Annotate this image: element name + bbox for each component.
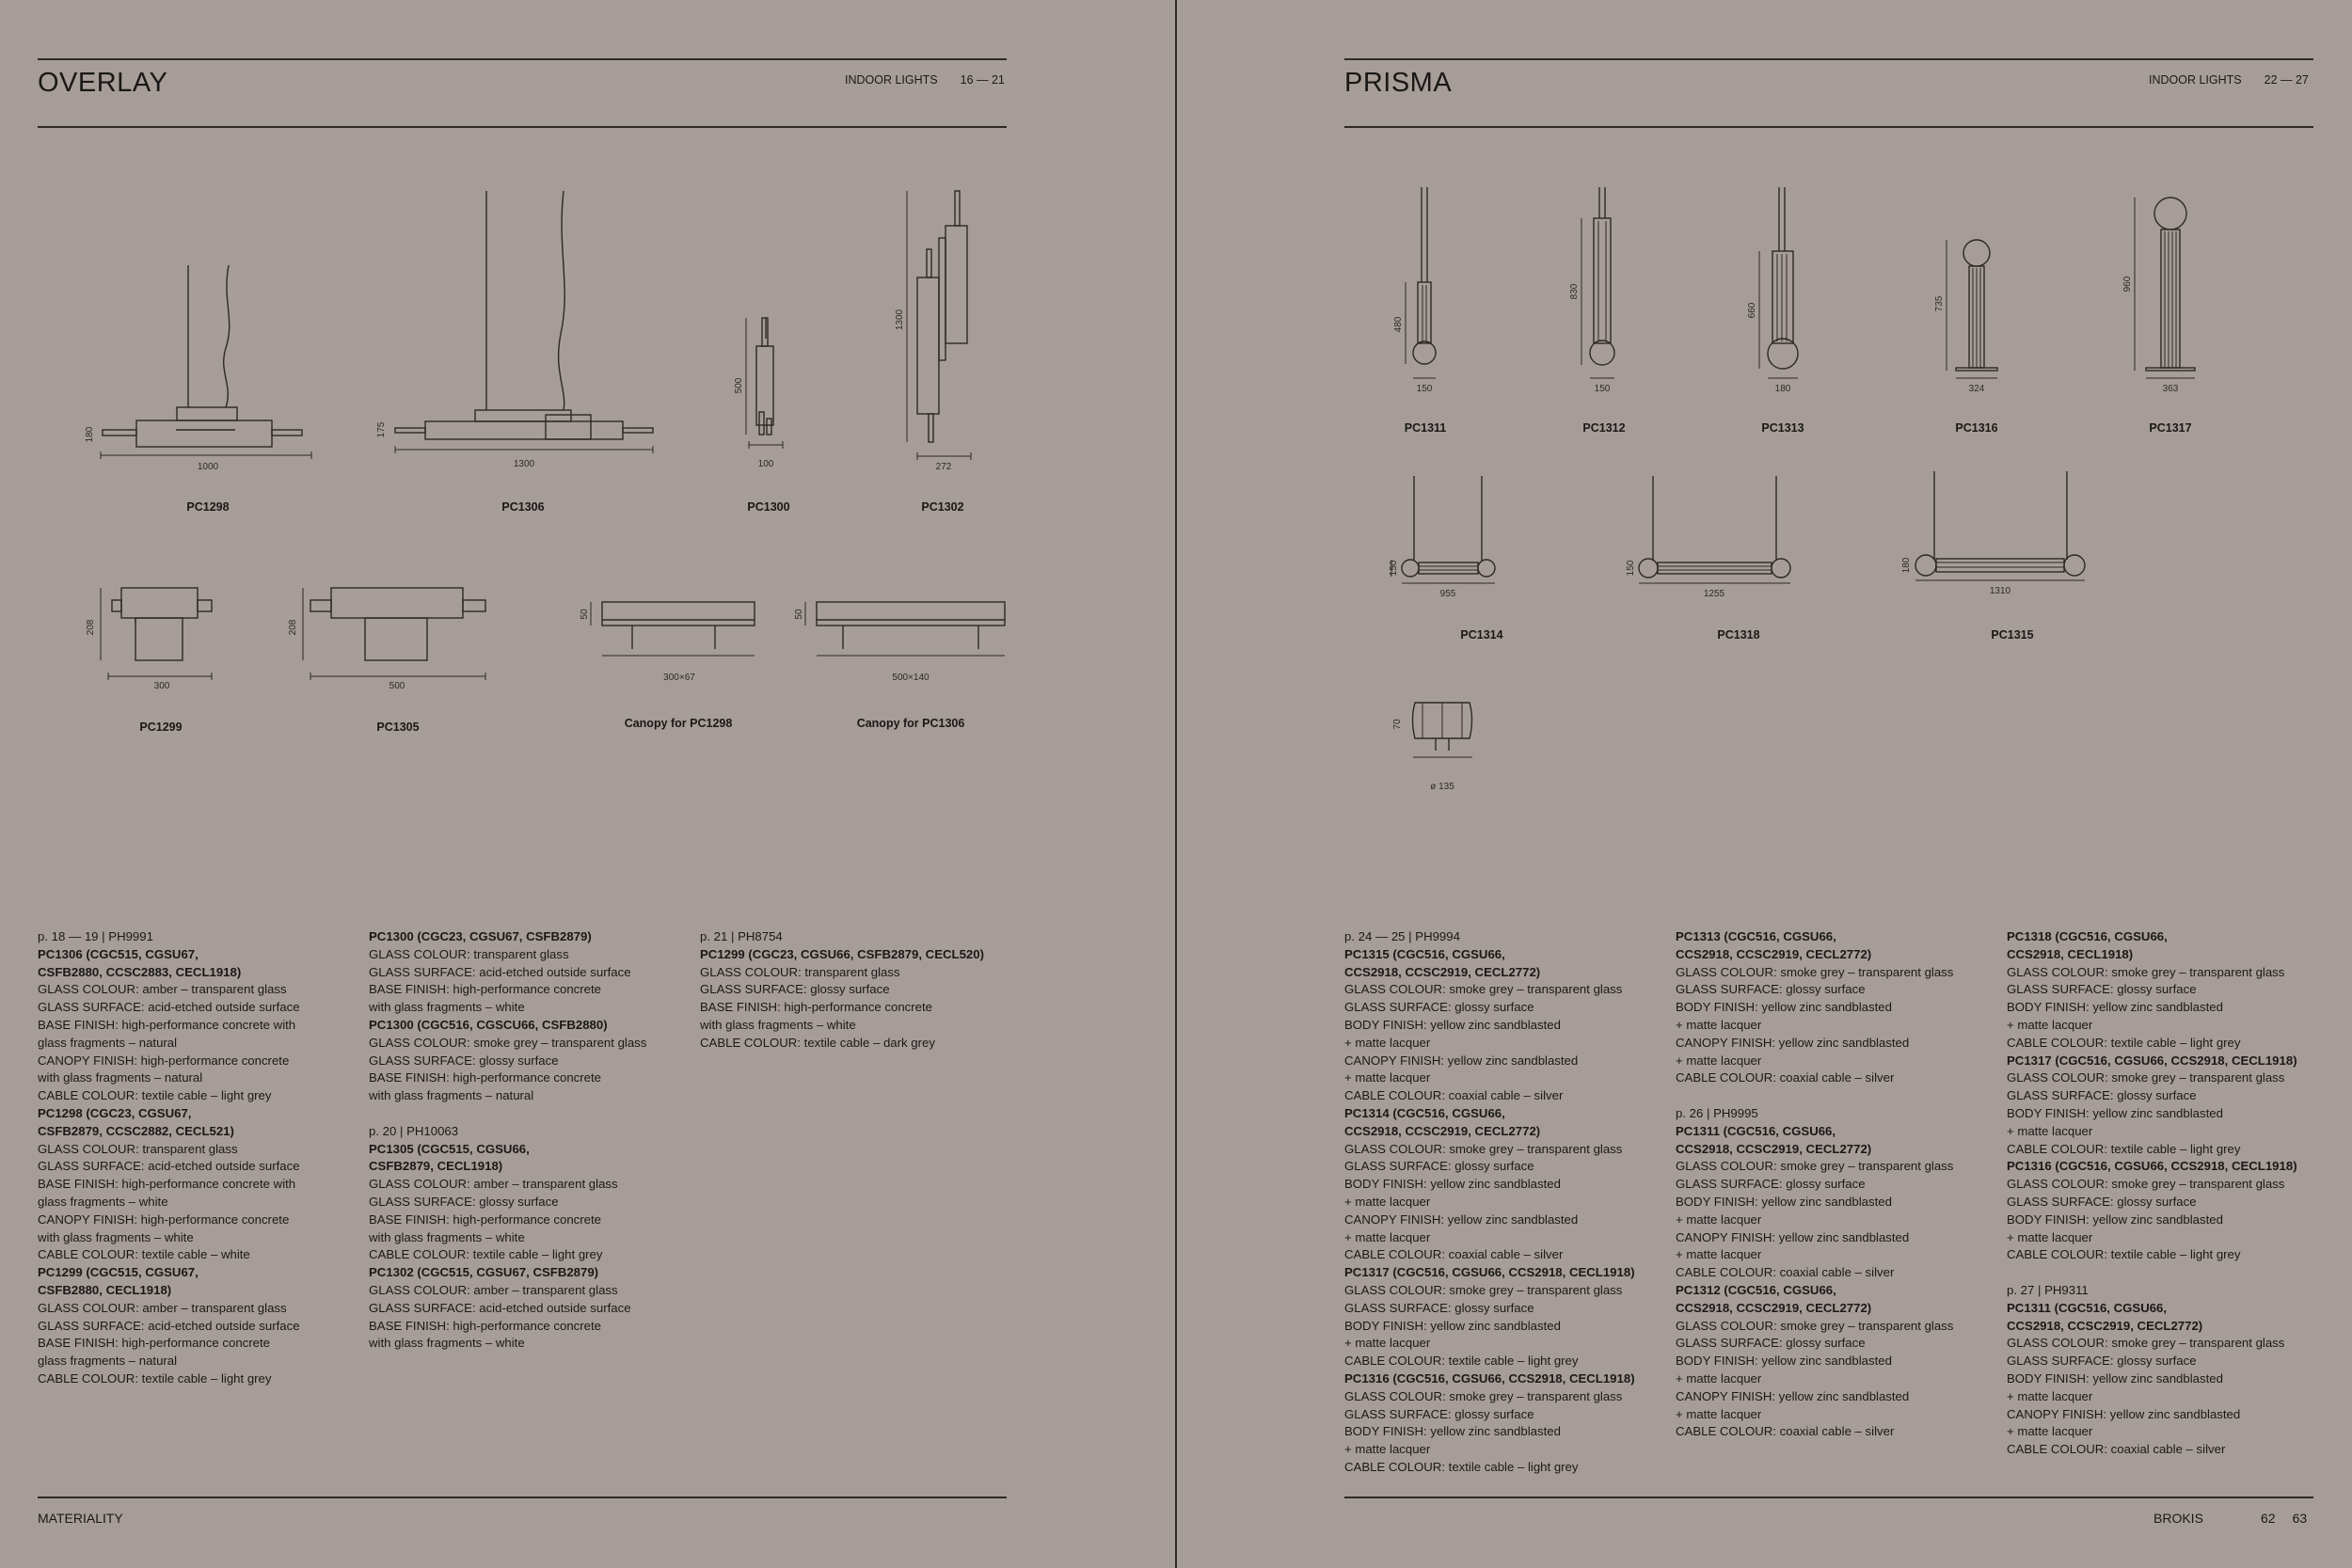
spec-line: BASE FINISH: high-performance concrete <box>700 1000 933 1015</box>
dim-width: 1310 <box>1989 586 2011 596</box>
spec-line: GLASS SURFACE: glossy surface <box>1344 1159 1534 1174</box>
left-page <box>0 0 1175 1568</box>
drawing-pc1311 <box>1389 183 1464 404</box>
product-code: CSFB2879, CECL1918) <box>369 1159 503 1174</box>
spec-line: GLASS SURFACE: glossy surface <box>1676 1177 1866 1192</box>
product-code: PC1305 (CGC515, CGSU66, <box>369 1141 530 1156</box>
product-code: PC1300 (CGC23, CGSU67, CSFB2879) <box>369 929 592 943</box>
dim-width: 272 <box>935 462 952 472</box>
drawing-canopy-pc1306 <box>781 593 1016 691</box>
dim-height: 208 <box>86 619 96 636</box>
spec-line: + matte lacquer <box>1676 1212 1762 1227</box>
header-meta <box>845 73 1005 87</box>
dim-height: 150 <box>1389 560 1399 577</box>
product-code: CSFB2879, CCSC2882, CECL521) <box>38 1123 234 1138</box>
drawing-pc1317 <box>2118 188 2221 404</box>
dim-height: 500 <box>734 377 744 394</box>
spec-line: CABLE COLOUR: textile cable – white <box>38 1247 250 1262</box>
spec-line: BODY FINISH: yellow zinc sandblasted <box>1344 1177 1561 1192</box>
product-code: CCS2918, CCSC2919, CECL2772) <box>1344 1123 1541 1138</box>
dim-height: 180 <box>85 426 95 443</box>
spec-line: GLASS COLOUR: smoke grey – transparent glass <box>1676 964 1954 979</box>
product-code: PC1317 (CGC516, CGSU66, CCS2918, CECL1918) <box>1344 1265 1635 1280</box>
figure-caption: PC1302 <box>921 500 964 514</box>
spec-line: + matte lacquer <box>1344 1442 1431 1457</box>
dim-height: 208 <box>288 619 298 636</box>
product-code: PC1300 (CGC516, CGSCU66, CSFB2880) <box>369 1017 608 1032</box>
figure-caption: PC1298 <box>186 500 230 514</box>
dim-width: 324 <box>1968 384 1985 394</box>
product-code: CSFB2880, CCSC2883, CECL1918) <box>38 964 242 979</box>
spec-line: GLASS COLOUR: amber – transparent glass <box>38 1300 287 1315</box>
spec-line: BASE FINISH: high-performance concrete <box>38 1336 271 1351</box>
spec-line: GLASS COLOUR: amber – transparent glass <box>369 1177 618 1192</box>
drawing-pc1306 <box>376 183 659 480</box>
product-code: PC1299 (CGC23, CGSU66, CSFB2879, CECL520) <box>700 946 984 961</box>
product-code: PC1314 (CGC516, CGSU66, <box>1344 1105 1505 1120</box>
spec-line: GLASS COLOUR: smoke grey – transparent glass <box>2007 1070 2285 1085</box>
spec-line: GLASS SURFACE: glossy surface <box>1344 1000 1534 1015</box>
dim-height: 1300 <box>895 309 905 331</box>
page-reference: p. 24 — 25 | PH9994 <box>1344 929 1460 943</box>
spec-line: with glass fragments – white <box>369 1229 525 1244</box>
product-code: PC1298 (CGC23, CGSU67, <box>38 1105 192 1120</box>
drawing-pc1298 <box>85 254 329 484</box>
dim-height: 960 <box>2122 276 2133 293</box>
spec-line: + matte lacquer <box>1344 1070 1431 1085</box>
product-code: PC1317 (CGC516, CGSU66, CCS2918, CECL1918) <box>2007 1053 2297 1068</box>
product-code: CSFB2880, CECL1918) <box>38 1282 172 1297</box>
figure-caption: Canopy for PC1306 <box>856 717 965 730</box>
spec-line: + matte lacquer <box>1676 1370 1762 1386</box>
spec-line: + matte lacquer <box>1676 1406 1762 1421</box>
spec-line: GLASS COLOUR: transparent glass <box>369 946 569 961</box>
page-reference: p. 21 | PH8754 <box>700 929 783 943</box>
spec-line: CABLE COLOUR: textile cable – light grey <box>2007 1247 2241 1262</box>
spec-column <box>2007 928 2317 1459</box>
dim-height: 830 <box>1569 283 1580 300</box>
spec-line: CABLE COLOUR: coaxial cable – silver <box>2007 1442 2226 1457</box>
spec-line: GLASS SURFACE: glossy surface <box>2007 982 2197 997</box>
spec-line: GLASS SURFACE: acid-etched outside surface <box>369 964 631 979</box>
page-numbers <box>2261 1511 2307 1526</box>
product-code: PC1313 (CGC516, CGSU66, <box>1676 929 1836 943</box>
spec-line: CANOPY FINISH: yellow zinc sandblasted <box>1676 1035 1910 1050</box>
spec-line: BASE FINISH: high-performance concrete with <box>38 1017 296 1032</box>
header-bottom-rule <box>1344 126 2313 128</box>
product-code: PC1311 (CGC516, CGSU66, <box>2007 1300 2168 1315</box>
footer-rule <box>38 1497 1007 1498</box>
spec-line: BODY FINISH: yellow zinc sandblasted <box>1344 1424 1561 1439</box>
header-meta <box>2149 73 2309 87</box>
spec-line: BODY FINISH: yellow zinc sandblasted <box>2007 1105 2223 1120</box>
drawing-pc1318 <box>1621 470 1809 616</box>
spec-line: GLASS COLOUR: smoke grey – transparent glass <box>2007 964 2285 979</box>
spec-line: with glass fragments – white <box>369 1336 525 1351</box>
figure-caption: PC1318 <box>1717 628 1760 641</box>
spec-line: BASE FINISH: high-performance concrete with <box>38 1177 296 1192</box>
page-range: 22 — 27 <box>2264 73 2309 87</box>
spec-column <box>1344 928 1674 1477</box>
figure-caption: Canopy for PC1298 <box>624 717 733 730</box>
spec-line: GLASS SURFACE: glossy surface <box>2007 1194 2197 1209</box>
spec-line: CANOPY FINISH: high-performance concrete <box>38 1053 290 1068</box>
spec-line: BASE FINISH: high-performance concrete <box>369 982 602 997</box>
spec-line: CABLE COLOUR: textile cable – light grey <box>1344 1459 1579 1474</box>
dim-width: 955 <box>1439 589 1456 599</box>
section-title: PRISMA <box>1344 68 1453 98</box>
spec-line: GLASS COLOUR: smoke grey – transparent glass <box>1344 982 1623 997</box>
drawing-pc1305 <box>282 578 499 696</box>
spec-line: CABLE COLOUR: textile cable – light grey <box>38 1088 272 1103</box>
figure-caption: PC1313 <box>1761 421 1804 435</box>
drawing-canopy <box>1384 691 1506 804</box>
spec-line: CANOPY FINISH: yellow zinc sandblasted <box>1344 1212 1579 1227</box>
drawing-pc1302 <box>889 183 983 480</box>
dim-width: 300 <box>153 681 170 691</box>
product-code: CCS2918, CCSC2919, CECL2772) <box>1676 1300 1872 1315</box>
spec-line: + matte lacquer <box>2007 1017 2093 1032</box>
spec-line: CANOPY FINISH: yellow zinc sandblasted <box>2007 1406 2241 1421</box>
product-code: PC1316 (CGC516, CGSU66, CCS2918, CECL1918) <box>1344 1370 1635 1386</box>
spec-line: GLASS COLOUR: transparent glass <box>700 964 900 979</box>
dim-width: 150 <box>1594 384 1611 394</box>
right-page <box>1177 0 2352 1568</box>
dim-width: 150 <box>1416 384 1433 394</box>
spec-line: GLASS COLOUR: smoke grey – transparent glass <box>2007 1177 2285 1192</box>
spec-line: GLASS COLOUR: amber – transparent glass <box>38 982 287 997</box>
category-label: INDOOR LIGHTS <box>2149 73 2242 87</box>
page-range: 16 — 21 <box>960 73 1005 87</box>
spec-line: GLASS SURFACE: glossy surface <box>1676 1336 1866 1351</box>
spec-line: BODY FINISH: yellow zinc sandblasted <box>2007 1212 2223 1227</box>
spec-column <box>700 928 1076 1053</box>
spec-column <box>369 928 689 1353</box>
spec-line: GLASS SURFACE: glossy surface <box>2007 1088 2197 1103</box>
figure-caption: PC1316 <box>1955 421 1998 435</box>
product-code: CCS2918, CCSC2919, CECL2772) <box>1676 1141 1872 1156</box>
spec-line: BODY FINISH: yellow zinc sandblasted <box>2007 1370 2223 1386</box>
spec-line: with glass fragments – natural <box>369 1088 534 1103</box>
figure-caption: PC1314 <box>1460 628 1503 641</box>
dim-height: 175 <box>376 421 387 438</box>
dim-width: 1255 <box>1703 589 1725 599</box>
product-code: PC1312 (CGC516, CGSU66, <box>1676 1282 1836 1297</box>
spec-line: BODY FINISH: yellow zinc sandblasted <box>1676 1194 1892 1209</box>
page-number-left: 62 <box>2261 1511 2276 1526</box>
product-code: PC1302 (CGC515, CGSU67, CSFB2879) <box>369 1265 599 1280</box>
spec-line: BODY FINISH: yellow zinc sandblasted <box>1344 1318 1561 1333</box>
spec-line: + matte lacquer <box>1344 1194 1431 1209</box>
dim-width: 300×67 <box>663 673 695 683</box>
dim-width: 363 <box>2162 384 2179 394</box>
dim-height: 50 <box>794 609 804 620</box>
header-top-rule <box>38 58 1007 60</box>
spec-line: GLASS COLOUR: smoke grey – transparent glass <box>2007 1336 2285 1351</box>
spec-line: GLASS SURFACE: glossy surface <box>1344 1300 1534 1315</box>
dim-height: 480 <box>1393 316 1404 333</box>
drawing-pc1314 <box>1384 470 1525 616</box>
product-code: CCS2918, CECL1918) <box>2007 946 2134 961</box>
spec-line: GLASS SURFACE: acid-etched outside surface <box>38 1159 300 1174</box>
product-code: CCS2918, CCSC2919, CECL2772) <box>2007 1318 2203 1333</box>
product-code: PC1316 (CGC516, CGSU66, CCS2918, CECL1918) <box>2007 1159 2297 1174</box>
product-code: CCS2918, CCSC2919, CECL2772) <box>1344 964 1541 979</box>
figure-caption: PC1300 <box>747 500 790 514</box>
spec-line: CABLE COLOUR: textile cable – light grey <box>2007 1141 2241 1156</box>
spec-line: GLASS SURFACE: glossy surface <box>700 982 890 997</box>
header-top-rule <box>1344 58 2313 60</box>
figure-caption: PC1306 <box>501 500 545 514</box>
spec-line: BODY FINISH: yellow zinc sandblasted <box>1676 1000 1892 1015</box>
dim-height: 735 <box>1934 295 1945 312</box>
drawing-pc1312 <box>1566 183 1642 404</box>
spec-line: + matte lacquer <box>2007 1229 2093 1244</box>
page-number-right: 63 <box>2292 1511 2308 1526</box>
spec-line: with glass fragments – white <box>369 1000 525 1015</box>
figure-caption: PC1299 <box>139 721 183 734</box>
header-bottom-rule <box>38 126 1007 128</box>
product-code: PC1315 (CGC516, CGSU66, <box>1344 946 1505 961</box>
footer-label: BROKIS <box>2153 1511 2203 1526</box>
drawing-canopy-pc1298 <box>576 593 764 691</box>
dim-height: 150 <box>1626 560 1636 577</box>
spec-line: BODY FINISH: yellow zinc sandblasted <box>1676 1354 1892 1369</box>
spec-line: glass fragments – natural <box>38 1035 178 1050</box>
spec-line: GLASS COLOUR: smoke grey – transparent glass <box>1344 1141 1623 1156</box>
drawing-pc1299 <box>80 578 230 696</box>
spec-line: CANOPY FINISH: yellow zinc sandblasted <box>1344 1053 1579 1068</box>
figure-caption: PC1305 <box>376 721 420 734</box>
spec-line: GLASS SURFACE: glossy surface <box>369 1053 559 1068</box>
spec-line: + matte lacquer <box>2007 1388 2093 1403</box>
spec-line: GLASS COLOUR: smoke grey – transparent glass <box>1676 1159 1954 1174</box>
dim-width: 1000 <box>197 462 219 472</box>
page-reference: p. 27 | PH9311 <box>2007 1282 2089 1297</box>
drawing-pc1300 <box>730 310 805 484</box>
spec-line: GLASS COLOUR: smoke grey – transparent glass <box>369 1035 647 1050</box>
spec-line: CABLE COLOUR: textile cable – light grey <box>1344 1354 1579 1369</box>
spec-line: CABLE COLOUR: textile cable – light grey <box>2007 1035 2241 1050</box>
spec-line: with glass fragments – white <box>700 1017 856 1032</box>
spec-line: with glass fragments – white <box>38 1229 194 1244</box>
spec-line: + matte lacquer <box>2007 1123 2093 1138</box>
footer-rule <box>1344 1497 2313 1498</box>
spec-column <box>1676 928 1995 1441</box>
spec-line: BASE FINISH: high-performance concrete <box>369 1318 602 1333</box>
section-title: OVERLAY <box>38 68 168 98</box>
figure-caption: PC1311 <box>1404 421 1447 435</box>
dim-width: 100 <box>757 459 774 469</box>
dim-height: 70 <box>1392 719 1403 730</box>
spec-line: CABLE COLOUR: coaxial cable – silver <box>1344 1247 1564 1262</box>
figure-caption: PC1315 <box>1991 628 2034 641</box>
spec-line: BODY FINISH: yellow zinc sandblasted <box>1344 1017 1561 1032</box>
category-label: INDOOR LIGHTS <box>845 73 938 87</box>
page-reference: p. 20 | PH10063 <box>369 1123 459 1138</box>
spec-line: with glass fragments – natural <box>38 1070 203 1085</box>
spec-line: GLASS COLOUR: amber – transparent glass <box>369 1282 618 1297</box>
spec-line: BODY FINISH: yellow zinc sandblasted <box>2007 1000 2223 1015</box>
dim-width: ø 135 <box>1430 782 1454 792</box>
spec-line: GLASS COLOUR: smoke grey – transparent glass <box>1344 1388 1623 1403</box>
dim-width: 1300 <box>513 459 535 469</box>
spec-line: GLASS SURFACE: glossy surface <box>2007 1354 2197 1369</box>
product-code: PC1299 (CGC515, CGSU67, <box>38 1265 199 1280</box>
spec-line: CABLE COLOUR: textile cable – light grey <box>38 1370 272 1386</box>
spec-line: CABLE COLOUR: coaxial cable – silver <box>1676 1424 1895 1439</box>
dim-width: 500×140 <box>892 673 930 683</box>
spec-line: BASE FINISH: high-performance concrete <box>369 1070 602 1085</box>
spec-line: CABLE COLOUR: textile cable – light grey <box>369 1247 603 1262</box>
spec-line: CANOPY FINISH: high-performance concrete <box>38 1212 290 1227</box>
drawing-pc1316 <box>1930 230 2024 404</box>
spec-column <box>38 928 358 1388</box>
spec-line: GLASS COLOUR: smoke grey – transparent glass <box>1344 1282 1623 1297</box>
dim-width: 500 <box>389 681 405 691</box>
spec-line: GLASS SURFACE: acid-etched outside surface <box>38 1318 300 1333</box>
spec-line: + matte lacquer <box>1344 1035 1431 1050</box>
spec-line: GLASS SURFACE: glossy surface <box>369 1194 559 1209</box>
product-code: CCS2918, CCSC2919, CECL2772) <box>1676 946 1872 961</box>
spec-line: CABLE COLOUR: coaxial cable – silver <box>1344 1088 1564 1103</box>
dim-height: 180 <box>1901 557 1912 574</box>
spec-line: BASE FINISH: high-performance concrete <box>369 1212 602 1227</box>
dim-height: 50 <box>580 609 590 620</box>
spec-line: GLASS SURFACE: acid-etched outside surface <box>369 1300 631 1315</box>
spec-line: CANOPY FINISH: yellow zinc sandblasted <box>1676 1388 1910 1403</box>
spec-line: GLASS SURFACE: glossy surface <box>1676 982 1866 997</box>
spec-line: + matte lacquer <box>1344 1229 1431 1244</box>
spec-line: + matte lacquer <box>1676 1247 1762 1262</box>
page-reference: p. 26 | PH9995 <box>1676 1105 1758 1120</box>
spec-line: GLASS SURFACE: acid-etched outside surface <box>38 1000 300 1015</box>
figure-caption: PC1312 <box>1582 421 1626 435</box>
drawing-pc1315 <box>1897 466 2094 611</box>
spec-line: + matte lacquer <box>1676 1053 1762 1068</box>
spec-line: GLASS COLOUR: smoke grey – transparent glass <box>1676 1318 1954 1333</box>
spec-line: + matte lacquer <box>1676 1017 1762 1032</box>
spec-line: glass fragments – white <box>38 1194 168 1209</box>
spec-line: + matte lacquer <box>2007 1424 2093 1439</box>
spec-line: GLASS COLOUR: transparent glass <box>38 1141 238 1156</box>
spec-line: GLASS SURFACE: glossy surface <box>1344 1406 1534 1421</box>
product-code: PC1311 (CGC516, CGSU66, <box>1676 1123 1836 1138</box>
footer-label: MATERIALITY <box>38 1511 123 1526</box>
spec-line: glass fragments – natural <box>38 1354 178 1369</box>
spec-line: CABLE COLOUR: coaxial cable – silver <box>1676 1265 1895 1280</box>
spec-line: CABLE COLOUR: textile cable – dark grey <box>700 1035 935 1050</box>
dim-height: 660 <box>1747 302 1757 319</box>
spec-line: CABLE COLOUR: coaxial cable – silver <box>1676 1070 1895 1085</box>
product-code: PC1318 (CGC516, CGSU66, <box>2007 929 2168 943</box>
figure-caption: PC1317 <box>2149 421 2192 435</box>
spec-line: CANOPY FINISH: yellow zinc sandblasted <box>1676 1229 1910 1244</box>
product-code: PC1306 (CGC515, CGSU67, <box>38 946 199 961</box>
drawing-pc1313 <box>1746 183 1821 404</box>
dim-width: 180 <box>1774 384 1791 394</box>
spec-line: + matte lacquer <box>1344 1336 1431 1351</box>
page-reference: p. 18 — 19 | PH9991 <box>38 929 153 943</box>
